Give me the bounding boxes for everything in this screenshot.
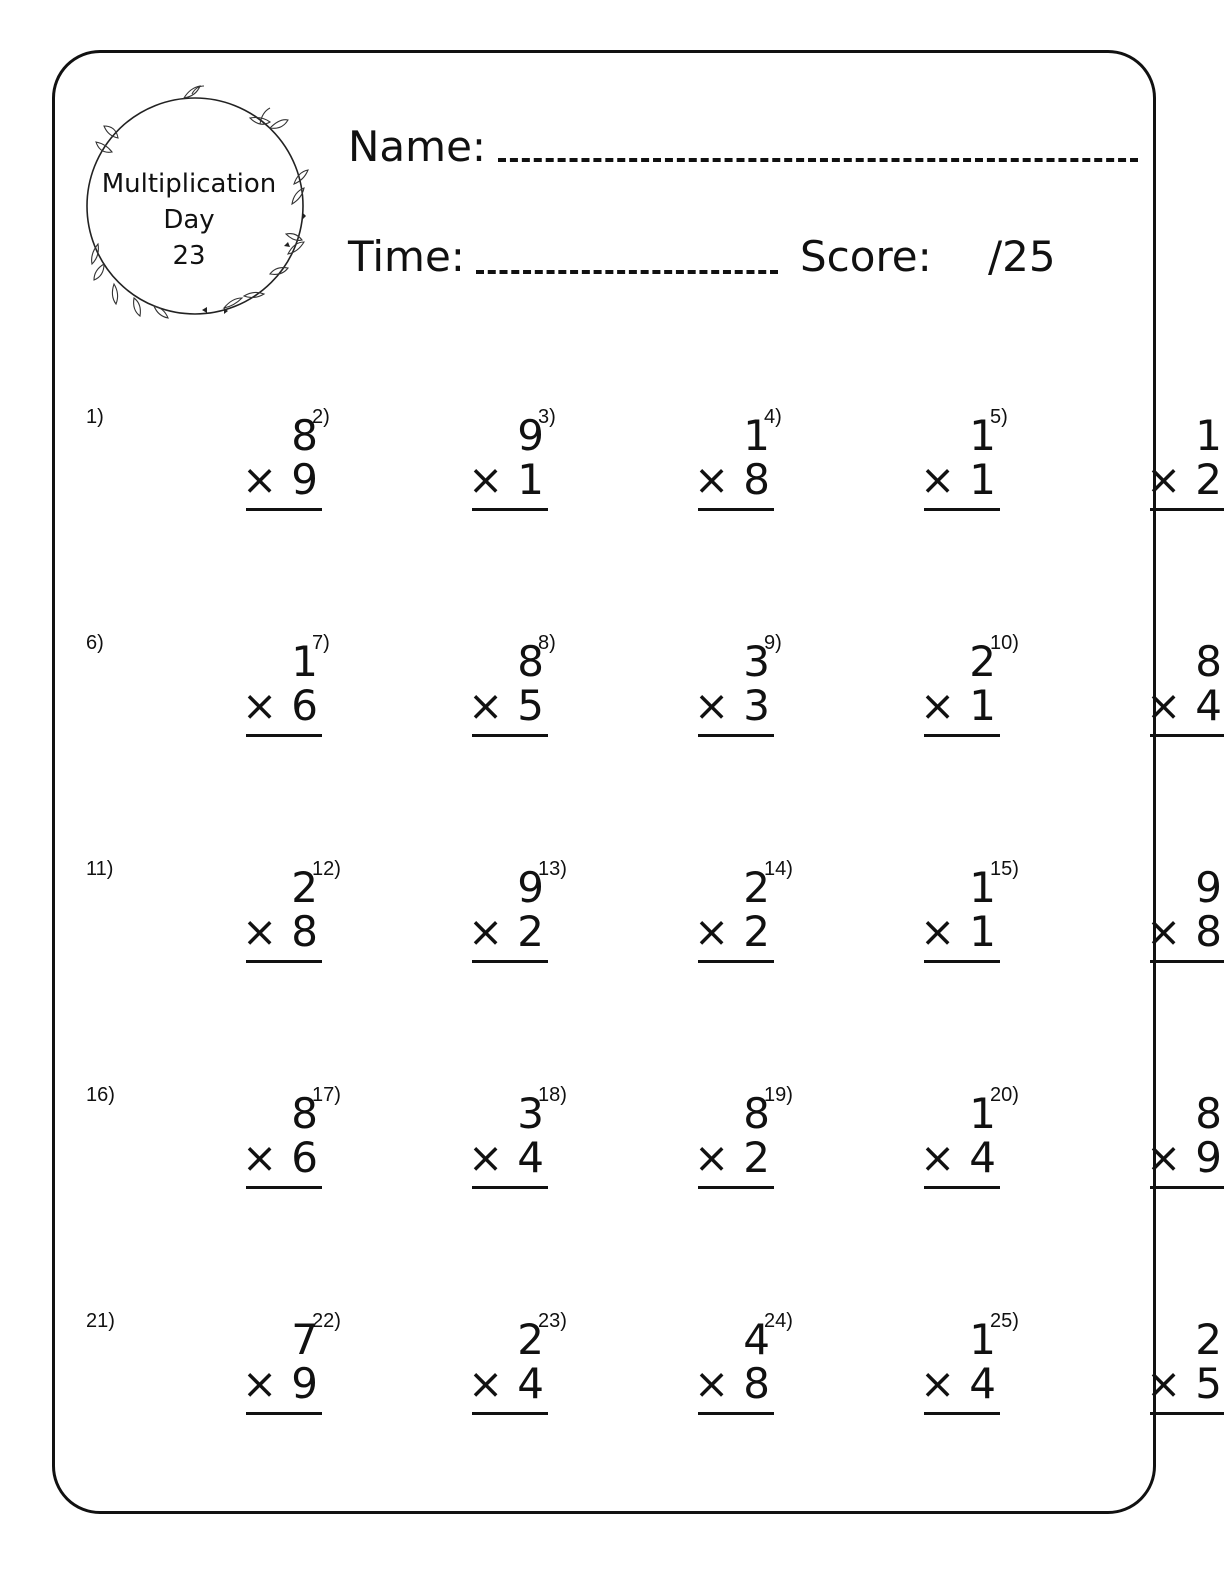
problem-number: 10) — [990, 632, 1019, 654]
multiplicand: 1 — [969, 411, 996, 460]
times-sign: × — [920, 907, 956, 956]
times-sign: × — [468, 1133, 504, 1182]
problem-number: 2) — [312, 406, 330, 428]
multiplicand: 3 — [743, 637, 770, 686]
multiplier-row — [1146, 1134, 1224, 1182]
times-sign: × — [694, 1133, 730, 1182]
multiplier-row — [242, 1360, 322, 1408]
multiplier-row — [1146, 682, 1224, 730]
problem-number: 25) — [990, 1310, 1019, 1332]
multiplier-row — [468, 908, 548, 956]
answer-line[interactable] — [472, 1412, 548, 1415]
times-sign: × — [694, 1359, 730, 1408]
problem-2 — [312, 406, 544, 546]
problem-12 — [312, 858, 544, 998]
answer-line[interactable] — [1150, 734, 1224, 737]
times-sign: × — [920, 1359, 956, 1408]
problem-24 — [764, 1310, 996, 1450]
multiplicand: 4 — [743, 1315, 770, 1364]
times-sign: × — [242, 907, 278, 956]
multiplier: 8 — [743, 455, 770, 504]
multiplier-row — [468, 456, 548, 504]
multiplier: 1 — [969, 455, 996, 504]
answer-line[interactable] — [924, 508, 1000, 511]
times-sign: × — [694, 455, 730, 504]
multiplicand: 2 — [743, 863, 770, 912]
problem-number: 12) — [312, 858, 341, 880]
answer-line[interactable] — [924, 734, 1000, 737]
multiplicand: 8 — [1195, 637, 1222, 686]
title-line-3: 23 — [172, 241, 206, 271]
multiplier-row — [242, 908, 322, 956]
problem-number: 9) — [764, 632, 782, 654]
problem-8 — [538, 632, 770, 772]
multiplier: 5 — [517, 681, 544, 730]
multiplicand: 9 — [517, 411, 544, 460]
title-line-2: Day — [163, 205, 215, 235]
multiplier: 1 — [969, 907, 996, 956]
multiplier: 9 — [291, 1359, 318, 1408]
problem-number: 15) — [990, 858, 1019, 880]
times-sign: × — [242, 1133, 278, 1182]
multiplier-row — [920, 908, 1000, 956]
times-sign: × — [920, 1133, 956, 1182]
problem-19 — [764, 1084, 996, 1224]
times-sign: × — [920, 455, 956, 504]
multiplicand: 1 — [1195, 411, 1222, 460]
multiplier-row — [468, 1360, 548, 1408]
multiplicand: 1 — [969, 863, 996, 912]
problem-15 — [990, 858, 1222, 998]
problem-number: 4) — [764, 406, 782, 428]
multiplier-row — [694, 456, 774, 504]
answer-line[interactable] — [1150, 508, 1224, 511]
times-sign: × — [1146, 1133, 1182, 1182]
problem-21 — [86, 1310, 318, 1450]
multiplier-row — [1146, 908, 1224, 956]
answer-line[interactable] — [472, 508, 548, 511]
worksheet-title — [84, 166, 294, 274]
multiplier-row — [1146, 456, 1224, 504]
score-total: /25 — [988, 232, 1056, 281]
problem-number: 5) — [990, 406, 1008, 428]
problem-14 — [764, 858, 996, 998]
multiplicand: 8 — [1195, 1089, 1222, 1138]
times-sign: × — [1146, 455, 1182, 504]
multiplier-row — [694, 682, 774, 730]
problem-number: 7) — [312, 632, 330, 654]
name-label: Name: — [348, 122, 487, 171]
multiplicand: 1 — [291, 637, 318, 686]
time-field[interactable] — [476, 270, 778, 274]
multiplicand: 1 — [969, 1089, 996, 1138]
multiplier: 8 — [743, 1359, 770, 1408]
answer-line[interactable] — [472, 734, 548, 737]
multiplier-row — [920, 682, 1000, 730]
problem-1 — [86, 406, 318, 546]
answer-line[interactable] — [246, 734, 322, 737]
times-sign: × — [920, 681, 956, 730]
answer-line[interactable] — [472, 1186, 548, 1189]
problem-5 — [990, 406, 1222, 546]
answer-line[interactable] — [698, 508, 774, 511]
multiplier-row — [920, 1134, 1000, 1182]
multiplier-row — [920, 1360, 1000, 1408]
problem-9 — [764, 632, 996, 772]
multiplier: 5 — [1195, 1359, 1222, 1408]
multiplicand: 2 — [1195, 1315, 1222, 1364]
problem-13 — [538, 858, 770, 998]
problem-number: 3) — [538, 406, 556, 428]
problem-number: 8) — [538, 632, 556, 654]
multiplicand: 8 — [517, 637, 544, 686]
multiplicand: 1 — [743, 411, 770, 460]
multiplicand: 7 — [291, 1315, 318, 1364]
problem-number: 18) — [538, 1084, 567, 1106]
problem-number: 22) — [312, 1310, 341, 1332]
multiplier: 4 — [517, 1133, 544, 1182]
problem-16 — [86, 1084, 318, 1224]
multiplier-row — [694, 1134, 774, 1182]
times-sign: × — [1146, 681, 1182, 730]
problem-number: 24) — [764, 1310, 793, 1332]
problem-10 — [990, 632, 1222, 772]
problem-number: 16) — [86, 1084, 115, 1106]
problem-number: 23) — [538, 1310, 567, 1332]
times-sign: × — [242, 1359, 278, 1408]
problem-number: 11) — [86, 858, 114, 880]
answer-line[interactable] — [246, 508, 322, 511]
times-sign: × — [468, 681, 504, 730]
times-sign: × — [468, 455, 504, 504]
problem-number: 14) — [764, 858, 793, 880]
times-sign: × — [1146, 907, 1182, 956]
multiplier-row — [920, 456, 1000, 504]
problem-number: 21) — [86, 1310, 115, 1332]
multiplier: 9 — [291, 455, 318, 504]
multiplier: 8 — [1195, 907, 1222, 956]
problem-number: 6) — [86, 632, 104, 654]
problem-number: 1) — [86, 406, 104, 428]
name-field[interactable] — [498, 158, 1138, 162]
times-sign: × — [694, 907, 730, 956]
multiplier: 8 — [291, 907, 318, 956]
times-sign: × — [468, 907, 504, 956]
problem-number: 20) — [990, 1084, 1019, 1106]
multiplier-row — [468, 682, 548, 730]
score-label: Score: — [800, 232, 932, 281]
multiplier: 3 — [743, 681, 770, 730]
problem-20 — [990, 1084, 1222, 1224]
multiplicand: 2 — [291, 863, 318, 912]
multiplicand: 3 — [517, 1089, 544, 1138]
multiplicand: 9 — [1195, 863, 1222, 912]
problem-23 — [538, 1310, 770, 1450]
answer-line[interactable] — [246, 1412, 322, 1415]
answer-line[interactable] — [698, 1186, 774, 1189]
answer-line[interactable] — [246, 1186, 322, 1189]
answer-line[interactable] — [924, 960, 1000, 963]
multiplier: 1 — [969, 681, 996, 730]
multiplier: 1 — [517, 455, 544, 504]
multiplicand: 8 — [291, 411, 318, 460]
multiplier: 2 — [743, 1133, 770, 1182]
time-label: Time: — [348, 232, 465, 281]
multiplicand: 2 — [517, 1315, 544, 1364]
multiplier: 4 — [969, 1359, 996, 1408]
multiplier: 2 — [743, 907, 770, 956]
multiplier-row — [694, 1360, 774, 1408]
multiplicand: 9 — [517, 863, 544, 912]
multiplier-row — [242, 1134, 322, 1182]
problem-number: 17) — [312, 1084, 341, 1106]
problem-6 — [86, 632, 318, 772]
multiplier-row — [1146, 1360, 1224, 1408]
answer-line[interactable] — [698, 1412, 774, 1415]
multiplier-row — [694, 908, 774, 956]
answer-line[interactable] — [924, 1412, 1000, 1415]
multiplier: 6 — [291, 681, 318, 730]
problem-7 — [312, 632, 544, 772]
times-sign: × — [468, 1359, 504, 1408]
multiplier-row — [468, 1134, 548, 1182]
problem-11 — [86, 858, 318, 998]
title-line-1: Multiplication — [101, 169, 277, 199]
times-sign: × — [1146, 1359, 1182, 1408]
times-sign: × — [242, 681, 278, 730]
answer-line[interactable] — [698, 734, 774, 737]
multiplicand: 8 — [291, 1089, 318, 1138]
multiplier: 4 — [517, 1359, 544, 1408]
answer-line[interactable] — [1150, 960, 1224, 963]
problem-22 — [312, 1310, 544, 1450]
multiplicand: 2 — [969, 637, 996, 686]
answer-line[interactable] — [698, 960, 774, 963]
problem-18 — [538, 1084, 770, 1224]
answer-line[interactable] — [472, 960, 548, 963]
problem-number: 13) — [538, 858, 567, 880]
problem-4 — [764, 406, 996, 546]
multiplier-row — [242, 456, 322, 504]
multiplier: 9 — [1195, 1133, 1222, 1182]
multiplier: 2 — [517, 907, 544, 956]
times-sign: × — [694, 681, 730, 730]
answer-line[interactable] — [246, 960, 322, 963]
problem-number: 19) — [764, 1084, 793, 1106]
answer-line[interactable] — [1150, 1412, 1224, 1415]
multiplier: 6 — [291, 1133, 318, 1182]
answer-line[interactable] — [1150, 1186, 1224, 1189]
multiplier-row — [242, 682, 322, 730]
multiplicand: 1 — [969, 1315, 996, 1364]
multiplier: 2 — [1195, 455, 1222, 504]
problem-17 — [312, 1084, 544, 1224]
answer-line[interactable] — [924, 1186, 1000, 1189]
multiplicand: 8 — [743, 1089, 770, 1138]
multiplier: 4 — [1195, 681, 1222, 730]
multiplier: 4 — [969, 1133, 996, 1182]
problem-3 — [538, 406, 770, 546]
times-sign: × — [242, 455, 278, 504]
problem-25 — [990, 1310, 1222, 1450]
